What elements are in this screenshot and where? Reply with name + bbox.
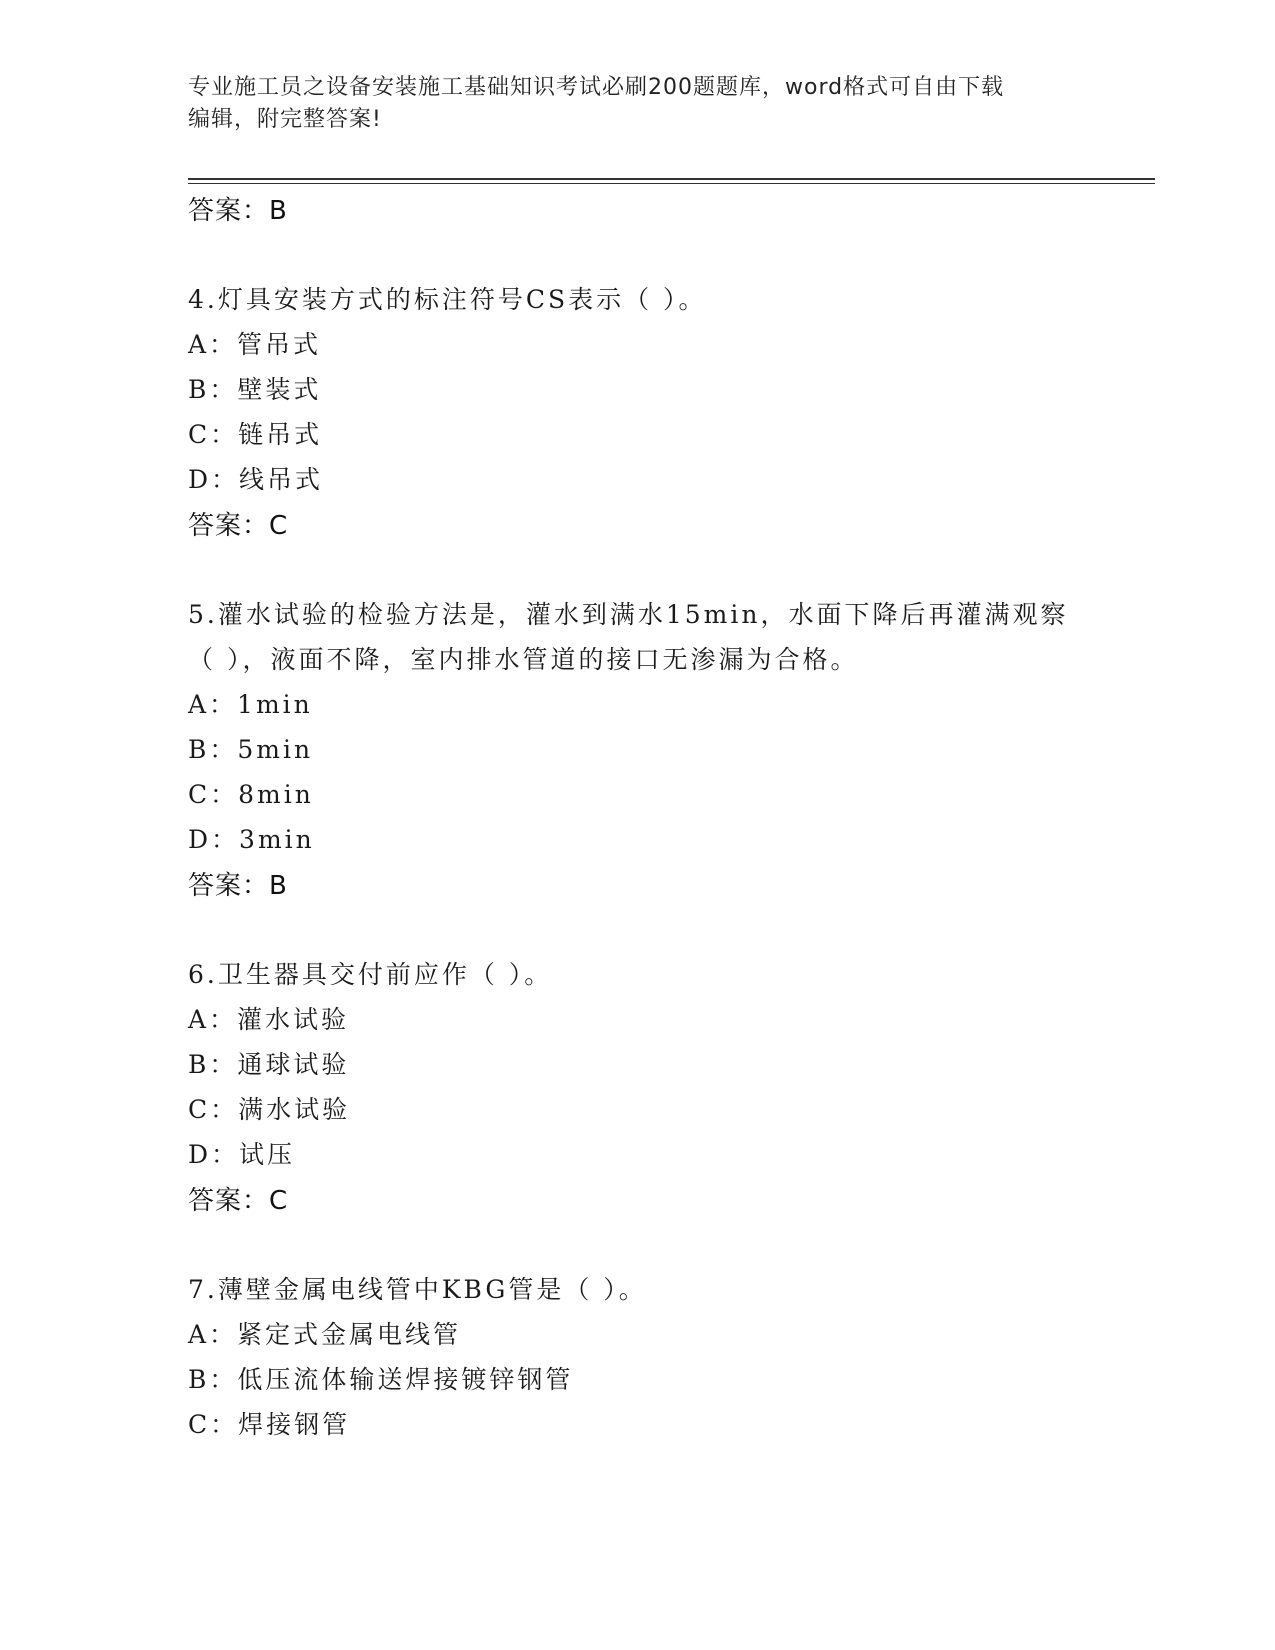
question-7-stem: 7.薄壁金属电线管中KBG管是（ ）。: [188, 1275, 647, 1304]
question-7-option-a: A：紧定式金属电线管: [188, 1320, 462, 1349]
question-4-option-c: C：链吊式: [188, 420, 323, 449]
question-5-option-a: A：1min: [188, 690, 313, 719]
question-5-option-d: D：3min: [188, 825, 315, 854]
question-5-option-b: B：5min: [188, 735, 314, 764]
question-7-option-c: C：焊接钢管: [188, 1410, 351, 1439]
header-divider-thick: [188, 178, 1155, 180]
question-6-option-b: B：通球试验: [188, 1050, 350, 1079]
question-6-option-c: C：满水试验: [188, 1095, 351, 1124]
question-4-option-a: A：管吊式: [188, 330, 322, 359]
question-7-option-b: B：低压流体输送焊接镀锌钢管: [188, 1365, 574, 1394]
answer-q4: 答案：C: [188, 511, 289, 541]
question-4-option-d: D：线吊式: [188, 465, 324, 494]
answer-q3: 答案：B: [188, 196, 288, 226]
answer-q6: 答案：C: [188, 1186, 289, 1216]
answer-q5: 答案：B: [188, 871, 288, 901]
header-line-2: 编辑，附完整答案!: [188, 107, 382, 132]
question-6-option-a: A：灌水试验: [188, 1005, 350, 1034]
question-5-stem-line-2: （ ），液面不降，室内排水管道的接口无渗漏为合格。: [188, 645, 859, 674]
question-5-option-c: C：8min: [188, 780, 314, 809]
header-line-1: 专业施工员之设备安装施工基础知识考试必刷200题题库，word格式可自由下载: [188, 75, 1005, 100]
question-6-option-d: D：试压: [188, 1140, 296, 1169]
question-6-stem: 6.卫生器具交付前应作（ ）。: [188, 960, 553, 989]
question-5-stem-line-1: 5.灌水试验的检验方法是，灌水到满水15min，水面下降后再灌满观察: [188, 600, 1069, 629]
question-4-option-b: B：壁装式: [188, 375, 322, 404]
document-header: [188, 72, 1088, 136]
question-4-stem: 4.灯具安装方式的标注符号CS表示（ ）。: [188, 285, 707, 314]
header-divider-thin: [188, 183, 1155, 184]
